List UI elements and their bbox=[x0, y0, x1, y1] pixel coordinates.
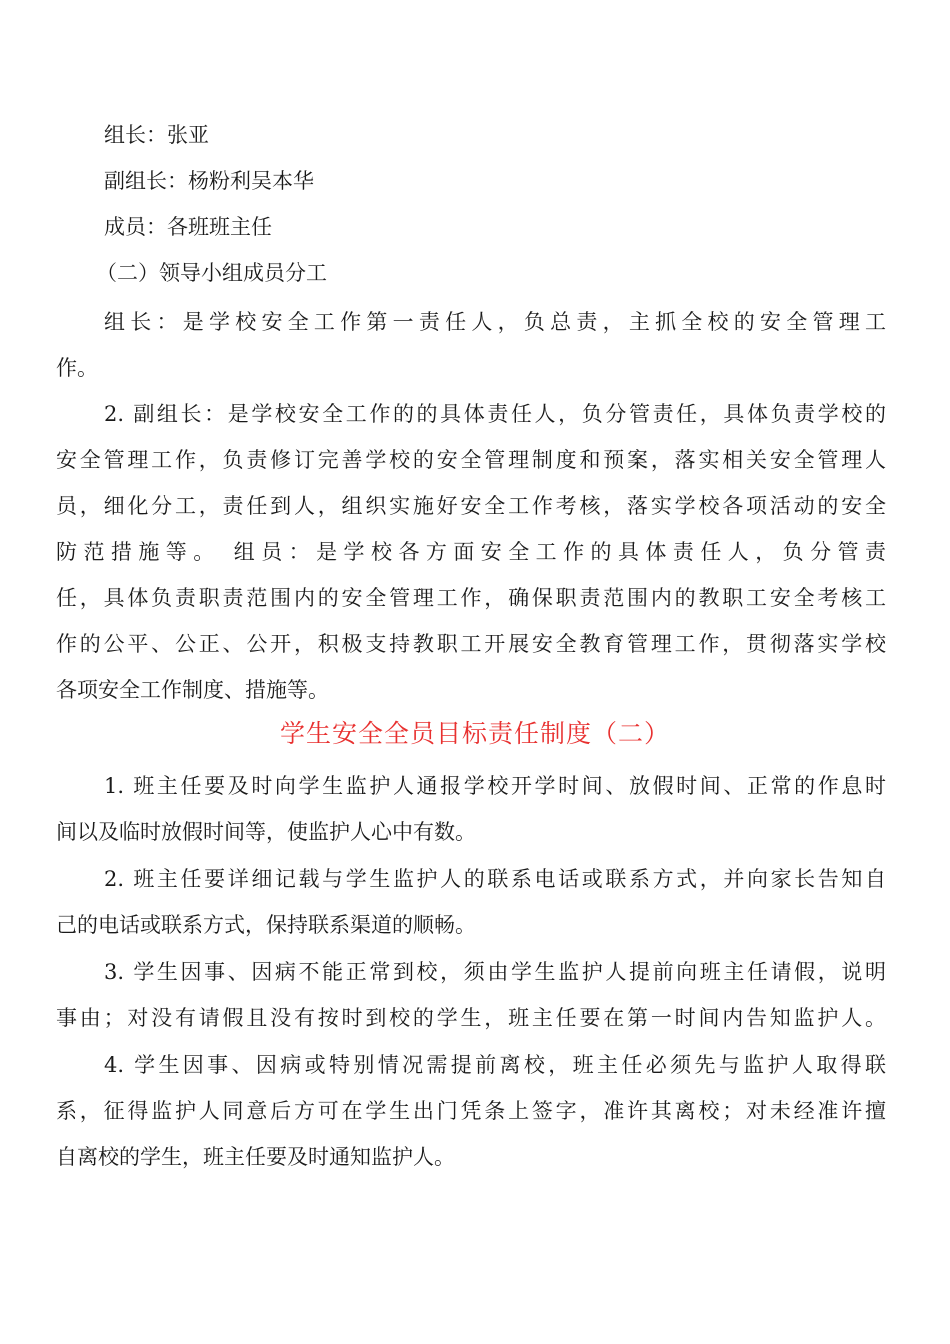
item-4-line: 系，征得监护人同意后方可在学生出门凭条上签字，准许其离校；对未经准许擅 bbox=[56, 1099, 886, 1123]
section-title: 学生安全全员目标责任制度（二） bbox=[279, 719, 670, 748]
deputy-duty-line: 防范措施等。 组员：是学校各方面安全工作的具体责任人，负分管责 bbox=[56, 540, 886, 564]
item-3-line: 3. 学生因事、因病不能正常到校，须由学生监护人提前向班主任请假，说明 bbox=[104, 960, 886, 984]
item-3-line: 事由；对没有请假且没有按时到校的学生，班主任要在第一时间内告知监护人。 bbox=[56, 1006, 886, 1030]
item-4-line: 4. 学生因事、因病或特别情况需提前离校，班主任必须先与监护人取得联 bbox=[104, 1053, 886, 1077]
deputy-duty-line: 员，细化分工，责任到人，组织实施好安全工作考核，落实学校各项活动的安全 bbox=[56, 494, 886, 518]
item-2-line: 己的电话或联系方式，保持联系渠道的顺畅。 bbox=[56, 913, 476, 937]
leader-line: 组长：张亚 bbox=[104, 123, 209, 147]
item-1-line: 间以及临时放假时间等，使监护人心中有数。 bbox=[56, 820, 476, 844]
leader-duty-line: 组长：是学校安全工作第一责任人，负总责，主抓全校的安全管理工 bbox=[104, 310, 886, 334]
item-2-line: 2. 班主任要详细记载与学生监护人的联系电话或联系方式，并向家长告知自 bbox=[104, 867, 886, 891]
leader-duty-line: 作。 bbox=[56, 356, 98, 380]
item-1-line: 1. 班主任要及时向学生监护人通报学校开学时间、放假时间、正常的作息时 bbox=[104, 774, 886, 798]
members-line: 成员：各班班主任 bbox=[104, 215, 272, 239]
deputy-duty-line: 2. 副组长：是学校安全工作的的具体责任人，负分管责任，具体负责学校的 bbox=[104, 402, 886, 426]
section-heading: （二）领导小组成员分工 bbox=[96, 261, 327, 285]
deputy-leader-line: 副组长：杨粉利吴本华 bbox=[104, 169, 314, 193]
deputy-duty-line: 任，具体负责职责范围内的安全管理工作，确保职责范围内的教职工安全考核工 bbox=[56, 586, 886, 610]
item-4-line: 自离校的学生，班主任要及时通知监护人。 bbox=[56, 1145, 455, 1169]
deputy-duty-line: 作的公平、公正、公开，积极支持教职工开展安全教育管理工作，贯彻落实学校 bbox=[56, 632, 886, 656]
deputy-duty-line: 各项安全工作制度、措施等。 bbox=[56, 678, 329, 702]
deputy-duty-line: 安全管理工作，负责修订完善学校的安全管理制度和预案，落实相关安全管理人 bbox=[56, 448, 886, 472]
